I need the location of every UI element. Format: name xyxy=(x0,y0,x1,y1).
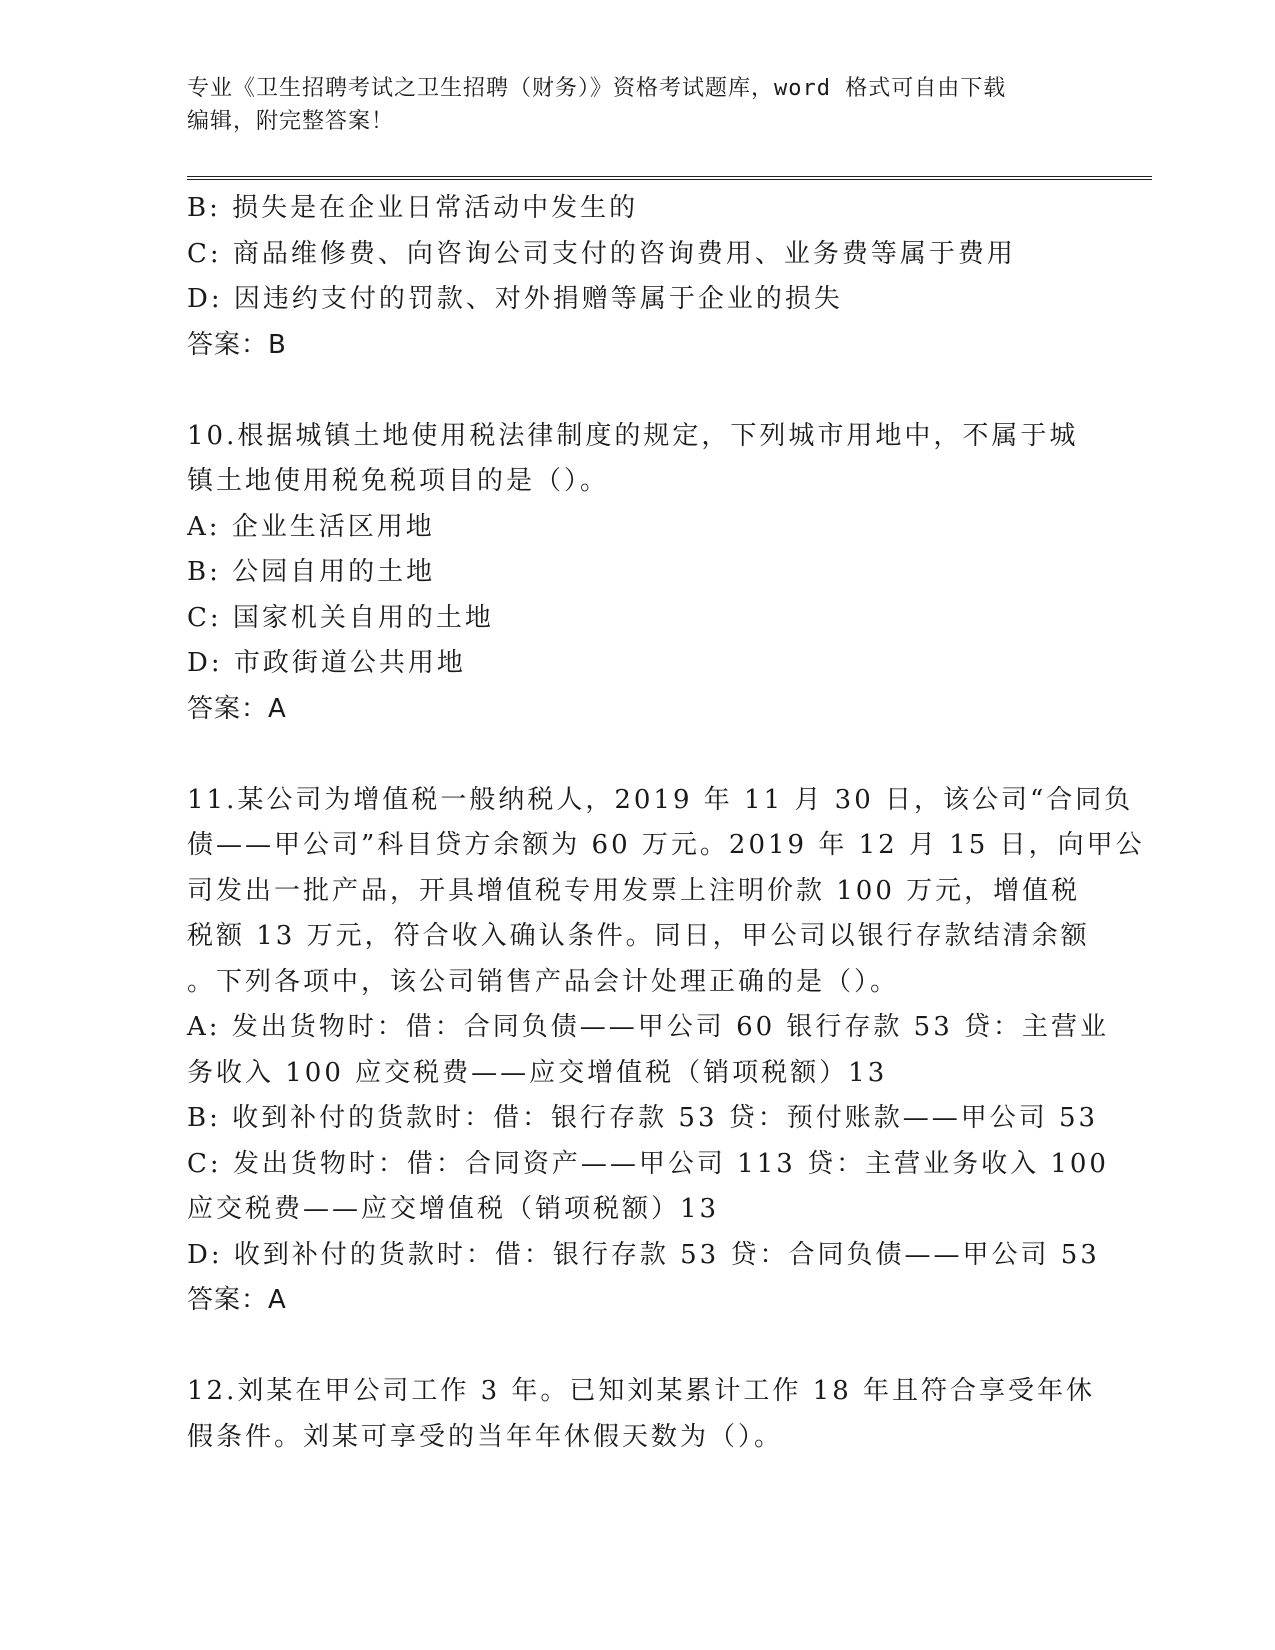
q11-option-a-line-1: A: 发出货物时：借：合同负债——甲公司 60 银行存款 53 贷：主营业 xyxy=(187,1012,1110,1042)
q11-option-d: D: 收到补付的货款时：借：银行存款 53 贷：合同负债——甲公司 53 xyxy=(187,1239,1100,1270)
q11-option-c-line-1: C: 发出货物时：借：合同资产——甲公司 113 贷：主营业务收入 100 xyxy=(187,1148,1109,1179)
header-line-1: 专业《卫生招聘考试之卫生招聘（财务）》资格考试题库，word 格式可自由下载 xyxy=(187,76,1007,101)
q10-option-a: A: 企业生活区用地 xyxy=(187,511,435,542)
question-12 xyxy=(187,1369,1096,1460)
question-9-remainder xyxy=(187,186,1087,368)
q11-stem-line-2: 债——甲公司”科目贷方余额为 60 万元。2019 年 12 月 15 日，向甲公 xyxy=(187,830,1145,860)
q9-option-c: C: 商品维修费、向咨询公司支付的咨询费用、业务费等属于费用 xyxy=(187,238,1016,269)
q12-stem-line-1: 12.刘某在甲公司工作 3 年。已知刘某累计工作 18 年且符合享受年休 xyxy=(187,1376,1096,1406)
question-11 xyxy=(187,778,1145,1324)
q11-stem-line-3: 司发出一批产品，开具增值税专用发票上注明价款 100 万元，增值税 xyxy=(187,875,1081,906)
q10-answer: 答案：A xyxy=(187,693,287,724)
q11-answer: 答案：A xyxy=(187,1285,287,1315)
document-body xyxy=(187,186,1145,1460)
q11-option-c-line-2: 应交税费——应交增值税（销项税额）13 xyxy=(187,1194,720,1224)
q11-option-a-line-2: 务收入 100 应交税费——应交增值税（销项税额）13 xyxy=(187,1057,888,1088)
question-10 xyxy=(187,414,1087,733)
q10-stem-line-1: 10.根据城镇土地使用税法律制度的规定，下列城市用地中，不属于城 xyxy=(187,420,1079,451)
page-header xyxy=(187,72,1087,138)
q11-stem-line-1: 11.某公司为增值税一般纳税人，2019 年 11 月 30 日，该公司“合同负 xyxy=(187,784,1134,815)
header-line-2: 编辑，附完整答案！ xyxy=(187,109,395,134)
header-divider xyxy=(187,176,1152,180)
q10-option-b: B: 公园自用的土地 xyxy=(187,557,436,587)
q10-stem-line-2: 镇土地使用税免税项目的是（）。 xyxy=(187,466,610,496)
q11-stem-line-5: 。下列各项中，该公司销售产品会计处理正确的是（）。 xyxy=(187,966,900,997)
q10-option-d: D: 市政街道公共用地 xyxy=(187,648,466,678)
q9-answer: 答案：B xyxy=(187,329,287,360)
q10-option-c: C: 国家机关自用的土地 xyxy=(187,602,494,633)
q11-stem-line-4: 税额 13 万元，符合收入确认条件。同日，甲公司以银行存款结清余额 xyxy=(187,921,1090,951)
spacer xyxy=(187,1324,1087,1370)
spacer xyxy=(187,732,1087,778)
spacer xyxy=(187,368,1087,414)
q12-stem-line-2: 假条件。刘某可享受的当年年休假天数为（）。 xyxy=(187,1421,784,1452)
q11-option-b: B: 收到补付的货款时：借：银行存款 53 贷：预付账款——甲公司 53 xyxy=(187,1103,1099,1133)
q9-option-d: D: 因违约支付的罚款、对外捐赠等属于企业的损失 xyxy=(187,284,843,314)
q9-option-b: B: 损失是在企业日常活动中发生的 xyxy=(187,193,639,223)
